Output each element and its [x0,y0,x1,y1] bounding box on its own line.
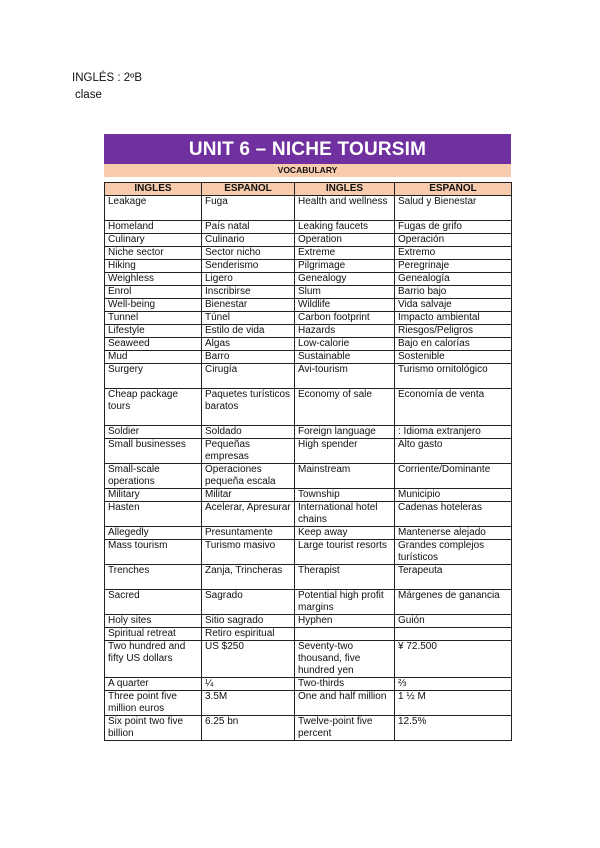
term-spanish-cell: Culinario [202,234,295,247]
term-english-cell: Leaking faucets [295,221,395,234]
term-spanish-cell: Turismo ornitológico [395,364,512,389]
table-row [105,691,512,716]
term-english-cell: Holy sites [105,615,202,628]
term-english-cell: Pilgrimage [295,260,395,273]
term-spanish-cell: ⅔ [395,678,512,691]
term-english-cell: Military [105,489,202,502]
term-english-cell: Hyphen [295,615,395,628]
term-english-cell: Potential high profit margins [295,590,395,615]
term-english-cell: Township [295,489,395,502]
term-spanish-cell: 3.5M [202,691,295,716]
vocabulary-subtitle: VOCABULARY [104,164,511,177]
term-english-cell: Culinary [105,234,202,247]
term-spanish-cell: Barrio bajo [395,286,512,299]
table-row [105,615,512,628]
unit-title-banner: UNIT 6 – NICHE TOURSIM [104,134,511,164]
term-english-cell: Sustainable [295,351,395,364]
term-spanish-cell: Salud y Bienestar [395,196,512,221]
term-spanish-cell: 6.25 bn [202,716,295,741]
term-spanish-cell: 1 ½ M [395,691,512,716]
term-english-cell: Homeland [105,221,202,234]
term-english-cell: Spiritual retreat [105,628,202,641]
term-english-cell: Seaweed [105,338,202,351]
term-spanish-cell: Militar [202,489,295,502]
term-spanish-cell: US $250 [202,641,295,678]
term-english-cell: Mainstream [295,464,395,489]
term-english-cell: Niche sector [105,247,202,260]
table-row [105,351,512,364]
term-english-cell: Soldier [105,426,202,439]
term-english-cell: Allegedly [105,527,202,540]
term-english-cell: Hiking [105,260,202,273]
term-spanish-cell: : Idioma extranjero [395,426,512,439]
term-spanish-cell: Impacto ambiental [395,312,512,325]
table-row [105,247,512,260]
term-spanish-cell: Sector nicho [202,247,295,260]
term-spanish-cell: Estilo de vida [202,325,295,338]
table-row [105,628,512,641]
term-english-cell: Two-thirds [295,678,395,691]
term-english-cell: International hotel chains [295,502,395,527]
term-english-cell: Well-being [105,299,202,312]
term-spanish-cell: Inscribirse [202,286,295,299]
term-spanish-cell: Senderismo [202,260,295,273]
table-row [105,364,512,389]
class-label: clase [75,89,102,101]
term-english-cell: Three point five million euros [105,691,202,716]
table-row [105,527,512,540]
term-english-cell: High spender [295,439,395,464]
term-spanish-cell: Riesgos/Peligros [395,325,512,338]
term-spanish-cell: Turismo masivo [202,540,295,565]
column-header-spanish-1: ESPAÑOL [202,183,295,196]
term-spanish-cell: Mantenerse alejado [395,527,512,540]
term-spanish-cell: Márgenes de ganancia [395,590,512,615]
term-spanish-cell: Municipio [395,489,512,502]
table-row [105,565,512,590]
term-english-cell: Weighless [105,273,202,286]
term-spanish-cell: Soldado [202,426,295,439]
term-spanish-cell: Paquetes turísticos baratos [202,389,295,426]
term-english-cell: Therapist [295,565,395,590]
term-english-cell: Small businesses [105,439,202,464]
table-row [105,299,512,312]
table-row [105,439,512,464]
term-spanish-cell: Túnel [202,312,295,325]
term-spanish-cell: Retiro espiritual [202,628,295,641]
term-spanish-cell: Fuga [202,196,295,221]
term-english-cell: Extreme [295,247,395,260]
table-row [105,312,512,325]
term-spanish-cell: Economía de venta [395,389,512,426]
table-row [105,338,512,351]
term-spanish-cell: Acelerar, Apresurar [202,502,295,527]
term-english-cell: Enrol [105,286,202,299]
table-row [105,464,512,489]
table-row [105,273,512,286]
term-english-cell: Seventy-two thousand, five hundred yen [295,641,395,678]
term-spanish-cell: Alto gasto [395,439,512,464]
term-spanish-cell: Operación [395,234,512,247]
term-spanish-cell: Extremo [395,247,512,260]
term-english-cell: Two hundred and fifty US dollars [105,641,202,678]
term-english-cell: A quarter [105,678,202,691]
term-english-cell: Tunnel [105,312,202,325]
table-row [105,540,512,565]
term-spanish-cell: Grandes complejos turísticos [395,540,512,565]
table-row [105,716,512,741]
term-english-cell: Operation [295,234,395,247]
term-english-cell: Foreign language [295,426,395,439]
subject-heading: INGLÉS : 2ºB [72,72,143,84]
term-spanish-cell: Terapeuta [395,565,512,590]
term-english-cell: Avi-tourism [295,364,395,389]
column-header-english-1: INGLES [105,183,202,196]
term-english-cell: Sacred [105,590,202,615]
term-english-cell: Leakage [105,196,202,221]
table-row [105,590,512,615]
term-spanish-cell: ¥ 72.500 [395,641,512,678]
term-spanish-cell: Corriente/Dominante [395,464,512,489]
table-row [105,234,512,247]
term-english-cell: Economy of sale [295,389,395,426]
term-spanish-cell: Ligero [202,273,295,286]
term-english-cell: Wildlife [295,299,395,312]
term-spanish-cell: Peregrinaje [395,260,512,273]
term-spanish-cell: Cadenas hoteleras [395,502,512,527]
term-english-cell: Trenches [105,565,202,590]
table-row [105,325,512,338]
term-english-cell: Twelve-point five percent [295,716,395,741]
term-spanish-cell: Presuntamente [202,527,295,540]
table-row [105,502,512,527]
vocabulary-table [104,182,512,741]
term-spanish-cell: Sostenible [395,351,512,364]
term-english-cell: Health and wellness [295,196,395,221]
table-row [105,426,512,439]
term-spanish-cell: Zanja, Trincheras [202,565,295,590]
term-english-cell: Slum [295,286,395,299]
column-header-english-2: INGLES [295,183,395,196]
table-row [105,678,512,691]
term-spanish-cell: País natal [202,221,295,234]
term-english-cell: Hazards [295,325,395,338]
column-header-spanish-2: ESPAÑOL [395,183,512,196]
term-english-cell: Low-calorie [295,338,395,351]
table-row [105,641,512,678]
vocabulary-sheet [104,134,511,741]
term-english-cell: Large tourist resorts [295,540,395,565]
term-english-cell: Surgery [105,364,202,389]
term-spanish-cell: Operaciones pequeña escala [202,464,295,489]
term-english-cell: Mud [105,351,202,364]
term-english-cell: Keep away [295,527,395,540]
term-spanish-cell: Guión [395,615,512,628]
table-row [105,260,512,273]
term-spanish-cell: Bajo en calorías [395,338,512,351]
term-english-cell: Mass tourism [105,540,202,565]
term-english-cell: Six point two five billion [105,716,202,741]
table-row [105,196,512,221]
term-spanish-cell: Barro [202,351,295,364]
term-spanish-cell: Cirugía [202,364,295,389]
term-english-cell: Genealogy [295,273,395,286]
term-spanish-cell: Pequeñas empresas [202,439,295,464]
term-spanish-cell: Sagrado [202,590,295,615]
term-spanish-cell: Algas [202,338,295,351]
term-english-cell: Hasten [105,502,202,527]
term-english-cell: Lifestyle [105,325,202,338]
term-english-cell: Carbon footprint [295,312,395,325]
table-row [105,489,512,502]
table-row [105,389,512,426]
term-english-cell [295,628,395,641]
term-english-cell: Cheap package tours [105,389,202,426]
term-spanish-cell: Sitio sagrado [202,615,295,628]
term-spanish-cell: Vida salvaje [395,299,512,312]
term-spanish-cell: Bienestar [202,299,295,312]
table-row [105,286,512,299]
table-row [105,221,512,234]
table-header-row [105,183,512,196]
term-spanish-cell: ¼ [202,678,295,691]
term-spanish-cell: 12.5% [395,716,512,741]
term-spanish-cell: Genealogía [395,273,512,286]
term-spanish-cell [395,628,512,641]
term-english-cell: Small-scale operations [105,464,202,489]
term-spanish-cell: Fugas de grifo [395,221,512,234]
term-english-cell: One and half million [295,691,395,716]
